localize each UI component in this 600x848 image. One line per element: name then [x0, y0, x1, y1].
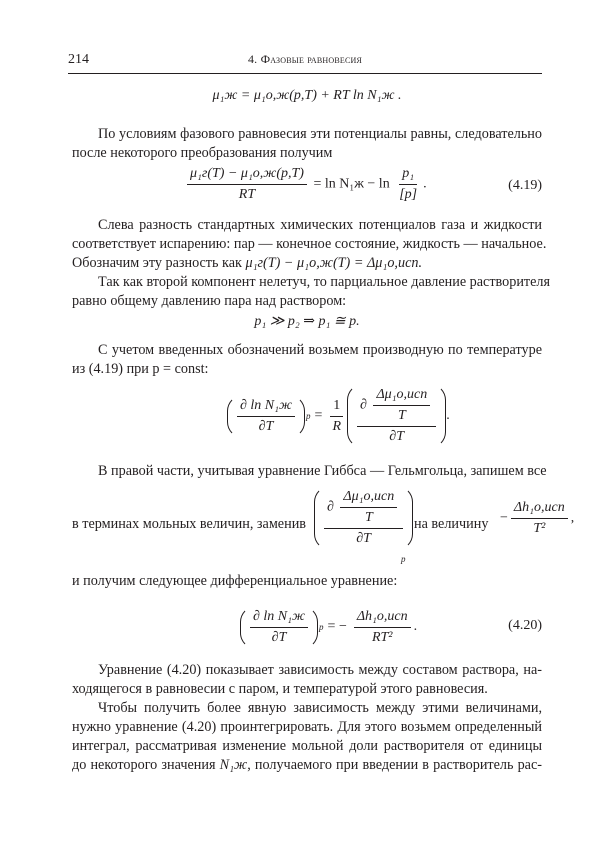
pressure-fraction — [396, 166, 420, 203]
inline-formula: μ₁г(T) − μ₁о,ж(T) = Δμ₁о,исп. — [245, 255, 423, 271]
fraction-numerator: μ₁г(T) − μ₁о,ж(p,T) — [187, 166, 307, 185]
coefficient-fraction — [329, 398, 344, 435]
equation-text: p₁ ≫ p₂ ⇒ p₁ ≅ p. — [254, 314, 360, 329]
minus-sign: − — [500, 510, 508, 526]
paragraph-derivative — [72, 341, 542, 379]
fraction — [511, 500, 568, 537]
inline-formula — [500, 500, 574, 537]
fraction-numerator: ∂ ln N₁ж — [250, 609, 308, 628]
fraction-denominator: [p] — [399, 187, 418, 202]
paragraph-integration — [72, 699, 542, 775]
equation-4-20 — [72, 600, 542, 654]
equation-number: (4.19) — [508, 178, 542, 193]
fraction-denominator: R — [332, 418, 342, 434]
paragraph-line: В правой части, учитывая уравнение Гиббса — Гельмгольца, запишем все — [98, 463, 547, 479]
paragraph-line: нужно уравнение (4.20) проинтегрировать. Для этого возьмем определенный — [72, 719, 542, 735]
fraction-denominator: ∂T — [356, 531, 371, 546]
fraction-numerator: Δμ₁о,исп — [340, 489, 397, 508]
paragraph-line: соответствует испарению: пар — конечное состояние, жидкость — начальное. — [72, 236, 547, 252]
fraction-numerator: p₁ — [399, 166, 417, 185]
text-fragment: , получаемого при введении в растворитель рас- — [247, 757, 542, 773]
equation-text: μ₁ж = μ₁о,ж(p,T) + RT ln N₁ж . — [212, 88, 402, 103]
paragraph-line: из (4.19) при p = const: — [72, 361, 209, 377]
fraction-denominator: RT — [238, 187, 256, 202]
paragraph-evaporation — [72, 216, 547, 273]
fraction-numerator — [357, 387, 436, 427]
paragraph-line: и получим следующее дифференциальное уравнение: — [72, 573, 398, 589]
equation-pressure-relation — [72, 313, 542, 330]
paragraph-line — [72, 254, 542, 273]
paragraph-line — [72, 756, 542, 775]
equation-4-19 — [72, 166, 542, 210]
partial-symbol: ∂ — [327, 499, 334, 515]
equation-rhs: = ln N₁ж − ln — [313, 176, 390, 192]
equation-body — [227, 378, 450, 454]
fraction-numerator: Δh₁о,исп — [354, 609, 411, 628]
paragraph-line: ходящегося в равновесии с паром, и температурой этого равновесия. — [72, 681, 488, 697]
paragraph-line: Уравнение (4.20) показывает зависимость между составом раствора, на- — [98, 662, 542, 678]
paragraph-gibbs-helmholtz — [72, 462, 547, 481]
equals-sign: = — [314, 408, 323, 423]
fraction-numerator — [324, 489, 403, 529]
paragraph-line: С учетом введенных обозначений возьмем производную по температуре — [98, 342, 542, 358]
partial-symbol: ∂ — [360, 397, 367, 413]
paragraph-line: По условиям фазового равновесия эти потенциалы равны, следовательно — [98, 126, 542, 142]
fraction-denominator: ∂T — [258, 418, 274, 434]
paragraph-line: после некоторого преобразования получим — [72, 145, 333, 161]
fraction-denominator: T² — [533, 521, 546, 536]
parenthesized-expression — [314, 486, 413, 550]
fraction-denominator: ∂T — [271, 629, 287, 645]
paragraph-composition-temperature — [72, 661, 542, 699]
paragraph-phase-equilibrium — [72, 125, 542, 163]
parenthesized-expression — [347, 384, 446, 448]
text-fragment: до некоторого значения — [72, 757, 216, 773]
page-number: 214 — [68, 52, 89, 67]
header-rule — [68, 73, 542, 74]
subscript-p: p — [319, 622, 324, 632]
text-fragment: на величину — [414, 516, 489, 532]
paragraph-differential-equation — [72, 572, 542, 591]
paragraph-partial-pressure — [72, 273, 551, 311]
equation-chemical-potential — [72, 88, 542, 104]
equals-minus: = − — [327, 619, 347, 634]
fraction — [237, 398, 295, 435]
paragraph-line: Слева разность стандартных химических потенциалов газа и жидкости — [98, 217, 542, 233]
fraction-numerator: 1 — [330, 398, 343, 417]
inline-formula: N₁ж — [219, 757, 248, 773]
fraction-numerator: Δμ₁о,исп — [373, 387, 430, 406]
inner-fraction — [340, 489, 397, 526]
running-head: 4. Фазовые равновесия — [247, 52, 362, 66]
parenthesized-derivative — [227, 395, 305, 438]
fraction — [250, 609, 308, 646]
fraction-denominator: T — [397, 408, 406, 423]
equation-number: (4.20) — [508, 618, 542, 633]
fraction — [354, 609, 411, 646]
comma: , — [570, 510, 575, 526]
fraction — [187, 166, 307, 203]
fraction-denominator: RT² — [371, 629, 393, 645]
text-fragment: в терминах мольных величин, заменив — [72, 516, 306, 532]
inner-fraction — [373, 387, 430, 424]
paragraph-line: Так как второй компонент нелетуч, то парциальное давление растворителя — [98, 274, 551, 290]
subscript-p: p — [306, 411, 311, 421]
fraction-denominator: T — [364, 510, 373, 525]
paragraph-line: Чтобы получить более явную зависимость между этими величинами, — [98, 700, 542, 716]
paragraph-line: интеграл, рассматривая изменение мольной доли растворителя от единицы — [72, 738, 542, 754]
subscript-p: p — [401, 554, 406, 564]
page-header — [68, 52, 542, 72]
period: . — [446, 408, 450, 423]
fraction-numerator: Δh₁о,исп — [511, 500, 568, 519]
parenthesized-derivative — [240, 606, 318, 649]
equation-derivative — [72, 378, 542, 454]
fraction-denominator: ∂T — [389, 429, 404, 444]
equation-body: $\frac{\text{μ₁г(T) − μ₁о,ж(p,T)}}{RT}$ = ln N₁ж − ln $\frac{\text{p₁}}{[p]}$ . — [184, 166, 427, 203]
outer-fraction — [324, 489, 403, 547]
outer-fraction — [357, 387, 436, 445]
equation-body: $\frac{\text{∂ ln N₁ж}}{\partial T}$ p = − $\frac{\text{Δh₁о,исп}}{\text{RT²}}$ . — [240, 600, 417, 654]
equation-substitution-line — [72, 482, 575, 564]
fraction-numerator: ∂ ln N₁ж — [237, 398, 295, 417]
paragraph-line: равно общему давлению пара над раствором: — [72, 293, 347, 309]
text-fragment: Обозначим эту разность как — [72, 255, 242, 271]
